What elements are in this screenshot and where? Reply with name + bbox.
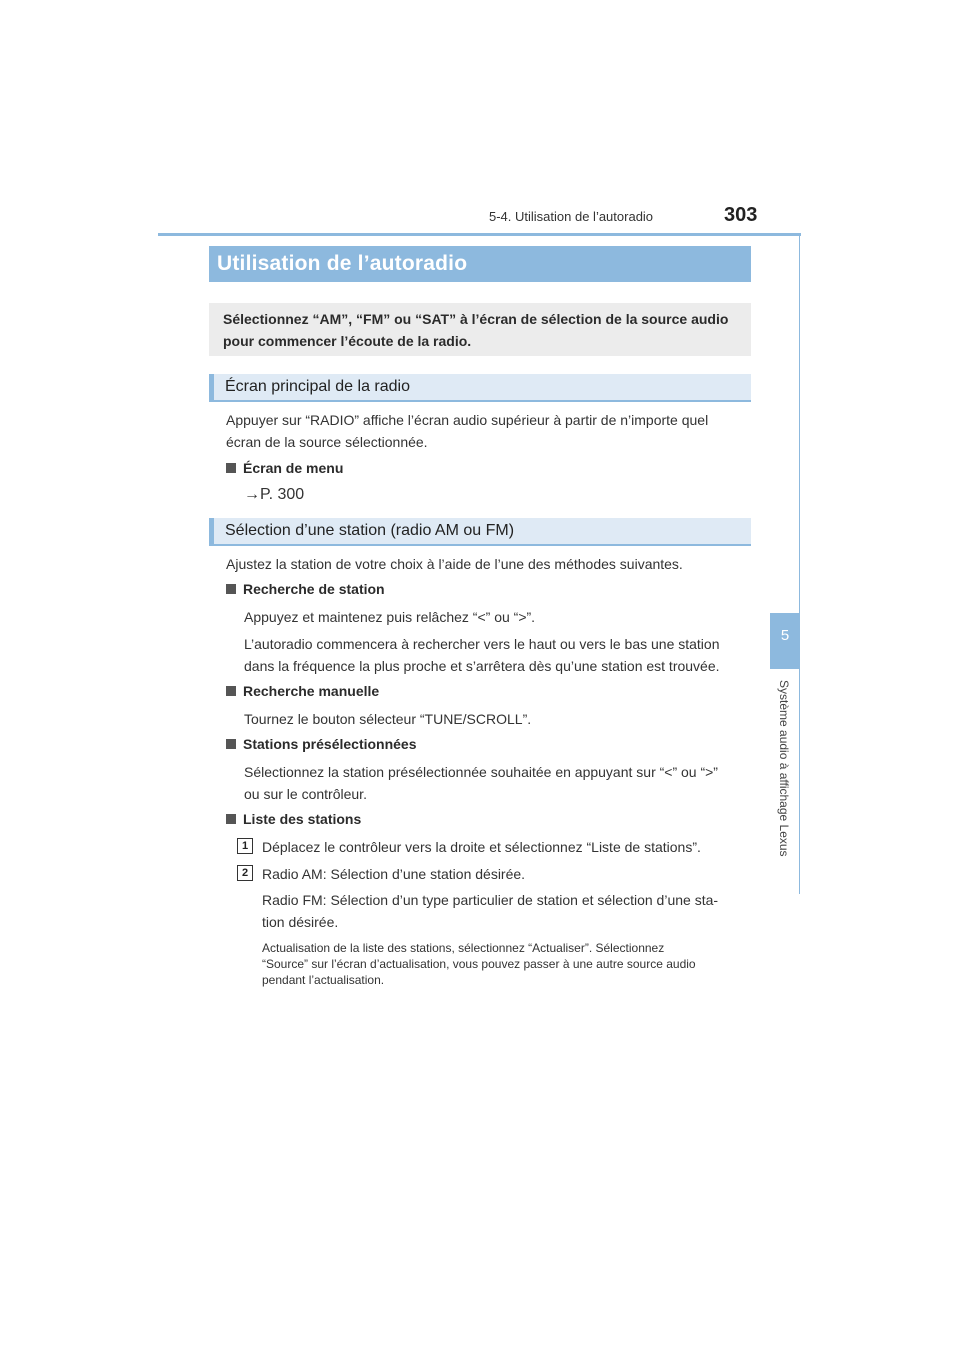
page-title: Utilisation de l’autoradio (217, 252, 468, 275)
section-header-station-selection (209, 518, 751, 546)
bullet-station-search (226, 581, 385, 597)
manual-search-text: Tournez le bouton sélecteur “TUNE/SCROLL”. (244, 711, 532, 727)
arrow-right-icon: → (244, 486, 260, 503)
running-header: 5-4. Utilisation de l’autoradio (489, 209, 654, 224)
bullet-title: Liste des stations (243, 811, 362, 827)
bullet-title: Recherche manuelle (243, 683, 380, 699)
section-title: Écran principal de la radio (225, 378, 410, 395)
step-badge-1: 1 (237, 838, 253, 854)
bullet-title: Stations présélectionnées (243, 736, 417, 752)
section-title: Sélection d’une station (radio AM ou FM) (225, 522, 515, 539)
text-line: Sélectionnez la station présélectionnée souhaitée en appuyant sur “<” ou “>” (244, 764, 718, 780)
text-line: dans la fréquence la plus proche et s’arrêtera dès qu’une station est trouvée. (244, 658, 720, 674)
side-divider (799, 236, 800, 894)
step-2-text: Radio AM: Sélection d’une station désirée. (262, 866, 526, 882)
text-line: Radio FM: Sélection d’un type particulier de station et sélection d’une sta- (262, 892, 719, 908)
chapter-tab (770, 613, 800, 669)
bullet-title: Recherche de station (243, 581, 385, 597)
intro-line-2: pour commencer l’écoute de la radio. (223, 333, 472, 349)
intro-box (209, 303, 751, 356)
text-line: ou sur le contrôleur. (244, 786, 367, 802)
step-1-text: Déplacez le contrôleur vers la droite et sélectionnez “Liste de stations”. (262, 839, 701, 855)
text-line: L’autoradio commencera à rechercher vers le haut ou vers le bas une station (244, 636, 720, 652)
note-line: pendant l’actualisation. (262, 973, 385, 987)
paragraph-line: écran de la source sélectionnée. (226, 434, 428, 450)
intro-line-1: Sélectionnez “AM”, “FM” ou “SAT” à l’écran de sélection de la source audio (223, 311, 729, 327)
bullet-station-list (226, 811, 361, 827)
bullet-menu-screen (226, 460, 343, 476)
note-refresh (262, 940, 746, 988)
square-bullet-icon (226, 814, 236, 824)
square-bullet-icon (226, 463, 236, 473)
section1-paragraph (226, 409, 708, 453)
text-line: tion désirée. (262, 914, 339, 930)
reference-link[interactable]: P. 300 (260, 486, 305, 503)
header-divider (158, 233, 801, 236)
page-reference[interactable] (244, 484, 304, 506)
page-title-bar (209, 246, 751, 282)
section2-intro: Ajustez la station de votre choix à l’aide de l’une des méthodes suivantes. (226, 556, 683, 572)
note-line: “Source” sur l’écran d’actualisation, vous pouvez passer à une autre source audio (262, 957, 696, 971)
page-number: 303 (724, 204, 758, 226)
step-badge-2: 2 (237, 865, 253, 881)
chapter-title: Système audio à affichage Lexus (777, 680, 791, 857)
station-search-text (244, 606, 720, 677)
step-2-extra (262, 889, 718, 933)
bullet-manual-search (226, 683, 379, 699)
text-line: Appuyez et maintenez puis relâchez “<” ou “>”. (244, 609, 536, 625)
bullet-title: Écran de menu (243, 460, 344, 476)
square-bullet-icon (226, 686, 236, 696)
paragraph-line: Appuyer sur “RADIO” affiche l’écran audio supérieur à partir de n’importe quel (226, 412, 709, 428)
square-bullet-icon (226, 739, 236, 749)
section-header-main-screen (209, 374, 751, 402)
note-line: Actualisation de la liste des stations, sélectionnez “Actualiser”. Sélectionnez (262, 941, 665, 955)
preset-stations-text (244, 761, 718, 805)
square-bullet-icon (226, 584, 236, 594)
chapter-number: 5 (780, 627, 790, 644)
bullet-preset-stations (226, 736, 417, 752)
